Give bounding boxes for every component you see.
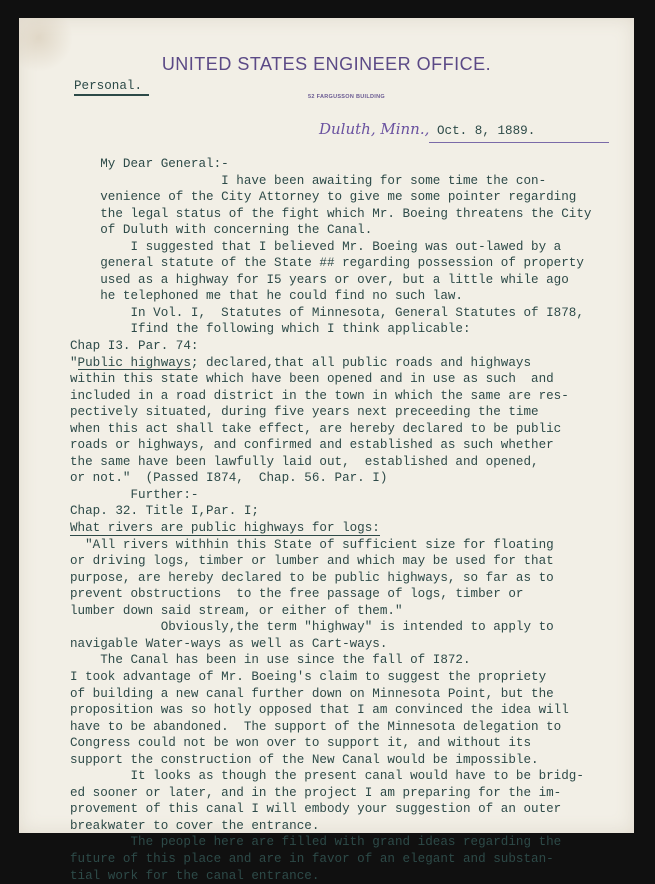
body-line: roads or highways, and confirmed and established as such whether — [70, 438, 554, 453]
body-line: he telephoned me that he could find no such law. — [70, 289, 463, 304]
personal-underline — [74, 94, 149, 96]
body-line: In Vol. I, Statutes of Minnesota, General Statutes of I878, — [70, 305, 584, 320]
body-line: proposition was so hotly opposed that I am convinced the idea will — [70, 703, 569, 718]
body-line: "Public highways; declared,that all public roads and highways — [70, 355, 532, 370]
dateline-place: Duluth, Minn., — [319, 120, 430, 138]
body-line: future of this place and are in favor of an elegant and substan- — [70, 851, 554, 866]
body-line: when this act shall take effect, are hereby declared to be public — [70, 421, 562, 436]
body-line: lumber down said stream, or either of them." — [70, 603, 403, 618]
body-line: have to be abandoned. The support of the Minnesota delegation to — [70, 719, 562, 734]
body-line: navigable Water-ways as well as Cart-ways. — [70, 636, 388, 651]
body-line: Chap. 32. Title I,Par. I; — [70, 504, 259, 519]
body-line: What rivers are public highways for logs: — [70, 521, 380, 536]
body-line: purpose, are hereby declared to be public highways, so far as to — [70, 570, 554, 585]
body-line: Congress could not be won over to support it, and without its — [70, 736, 532, 751]
letterhead-title: UNITED STATES ENGINEER OFFICE. — [161, 54, 492, 74]
body-line: It looks as though the present canal would have to be bridg- — [70, 769, 584, 784]
body-line: Obviously,the term "highway" is intended to apply to — [70, 620, 554, 635]
body-line: "All rivers withhin this State of sufficient size for floating — [70, 537, 554, 552]
body-line: of Duluth with concerning the Canal. — [70, 223, 373, 238]
body-line: support the construction of the New Canal would be impossible. — [70, 752, 539, 767]
dateline-date: Oct. 8, 1889. — [437, 124, 536, 138]
body-line: or driving logs, timber or lumber and which may be used for that — [70, 554, 554, 569]
body-line: or not." (Passed I874, Chap. 56. Par. I) — [70, 471, 388, 486]
body-line: Chap I3. Par. 74: — [70, 339, 199, 354]
body-line: My Dear General:- — [70, 157, 229, 171]
body-line: I have been awaiting for some time the con- — [70, 173, 547, 188]
body-line: provement of this canal I will embody your suggestion of an outer — [70, 802, 562, 817]
body-line: The people here are filled with grand ideas regarding the — [70, 835, 562, 850]
body-line: prevent obstructions to the free passage of logs, timber or — [70, 587, 524, 602]
body-line: general statute of the State ## regarding possession of property — [70, 256, 584, 271]
body-line: venience of the City Attorney to give me some pointer regarding — [70, 190, 577, 205]
body-line: of building a new canal further down on Minnesota Point, but the — [70, 686, 554, 701]
dateline — [319, 120, 619, 146]
dateline-underline — [429, 142, 609, 143]
body-line: used as a highway for I5 years or over, but a little while ago — [70, 272, 569, 287]
body-line: I suggested that I believed Mr. Boeing was out-lawed by a — [70, 239, 562, 254]
body-line: Further:- — [70, 487, 199, 502]
letter-body — [70, 156, 591, 884]
body-line: the legal status of the fight which Mr. Boeing threatens the City — [70, 206, 592, 221]
body-line: the same have been lawfully laid out, established and opened, — [70, 454, 539, 469]
letterhead-address: 52 FARGUSSON BUILDING — [308, 94, 385, 100]
heading-underline — [78, 369, 191, 370]
body-line: The Canal has been in use since the fall of I872. — [70, 653, 471, 668]
letter-page — [19, 18, 634, 883]
body-line: within this state which have been opened and in use as such and — [70, 372, 554, 387]
body-line: ed sooner or later, and in the project I am preparing for the im- — [70, 785, 562, 800]
body-line: pectively situated, during five years next preceeding the time — [70, 405, 539, 420]
body-line: tial work for the canal entrance. — [70, 868, 320, 883]
heading-underline — [70, 535, 380, 536]
personal-marking: Personal. — [74, 79, 143, 93]
body-line: I took advantage of Mr. Boeing's claim to suggest the propriety — [70, 669, 547, 684]
body-line: Ifind the following which I think applicable: — [70, 322, 471, 337]
body-line: breakwater to cover the entrance. — [70, 818, 320, 833]
body-line: included in a road district in the town in which the same are res- — [70, 388, 569, 403]
